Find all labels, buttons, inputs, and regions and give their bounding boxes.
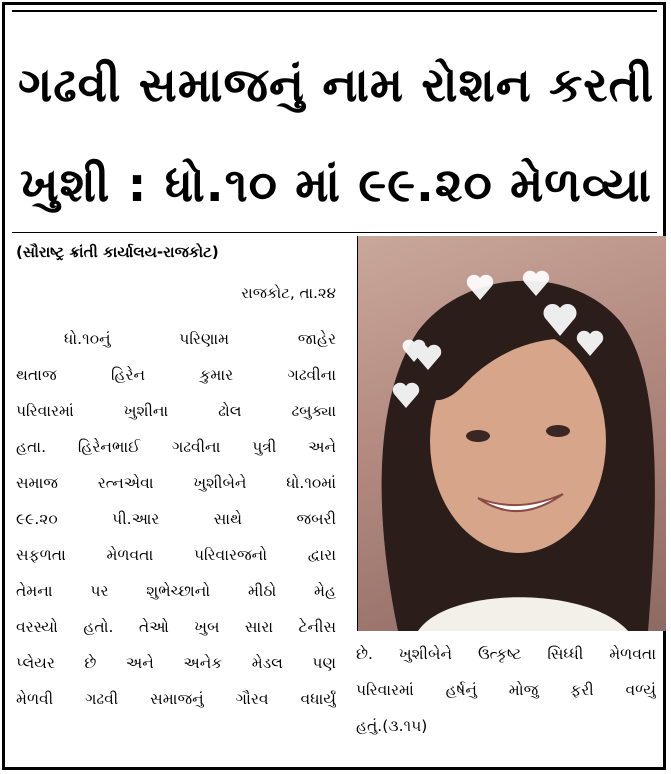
body-line: છે. ખુશીબેને ઉત્કૃષ્ટ સિધ્ધી મેળવતા — [356, 645, 656, 663]
headline-line-2: ખુશી : ધો.૧૦ માં ૯૯.૨૦ મેળવ્યા — [19, 158, 653, 213]
body-line: પરિવારમાં હર્ષનું મોજુ ફરી વળ્યું — [356, 681, 656, 699]
left-eye — [466, 430, 490, 442]
portrait-illustration — [358, 236, 666, 631]
body-line: વરસ્યો હતો. તેઓ ખુબ સારા ટેનીસ — [16, 618, 336, 636]
byline: (સૌરાષ્ટ્ર ક્રાંતી કાર્યાલય-રાજકોટ) — [16, 243, 219, 261]
right-eye — [546, 425, 570, 437]
body-line: ધો.૧૦નું પરિણામ જાહેર — [64, 330, 336, 348]
body-line: પ્લેયર છે અને અનેક મેડલ પણ — [16, 654, 336, 672]
body-line: હતું.(૩.૧૫) — [356, 717, 428, 735]
body-line: સમાજ રત્નએવા ખુશીબેને ધો.૧૦માં — [16, 474, 336, 492]
body-line: પરિવારમાં ખુશીના ઢોલ ઢબુક્યા — [16, 402, 336, 420]
body-line: તેમના પર શુભેચ્છાનો મીઠો મેહ — [16, 582, 336, 600]
top-rule — [12, 10, 657, 12]
portrait-photo — [357, 236, 666, 631]
body-right-column — [356, 636, 656, 744]
body-line: હતા. હિરેનભાઈ ગઢવીના પુત્રી અને — [16, 438, 336, 456]
body-line: ૯૯.૨૦ પી.આર સાથે જબરી — [16, 510, 336, 528]
body-line: સફળતા મેળવતા પરિવારજનો દ્વારા — [16, 546, 336, 564]
body-line: મેળવી ગઢવી સમાજનું ગૌરવ વધાર્યું — [16, 690, 336, 708]
dateline: રાજકોટ, તા.૨૪ — [241, 284, 336, 302]
headline-line-1: ગઢવી સમાજનું નામ રોશન કરતી — [18, 58, 654, 113]
headline-divider — [12, 232, 657, 233]
body-line: થતાજ હિરેન કુમાર ગઢવીના — [16, 366, 336, 384]
body-left-column — [16, 321, 336, 717]
